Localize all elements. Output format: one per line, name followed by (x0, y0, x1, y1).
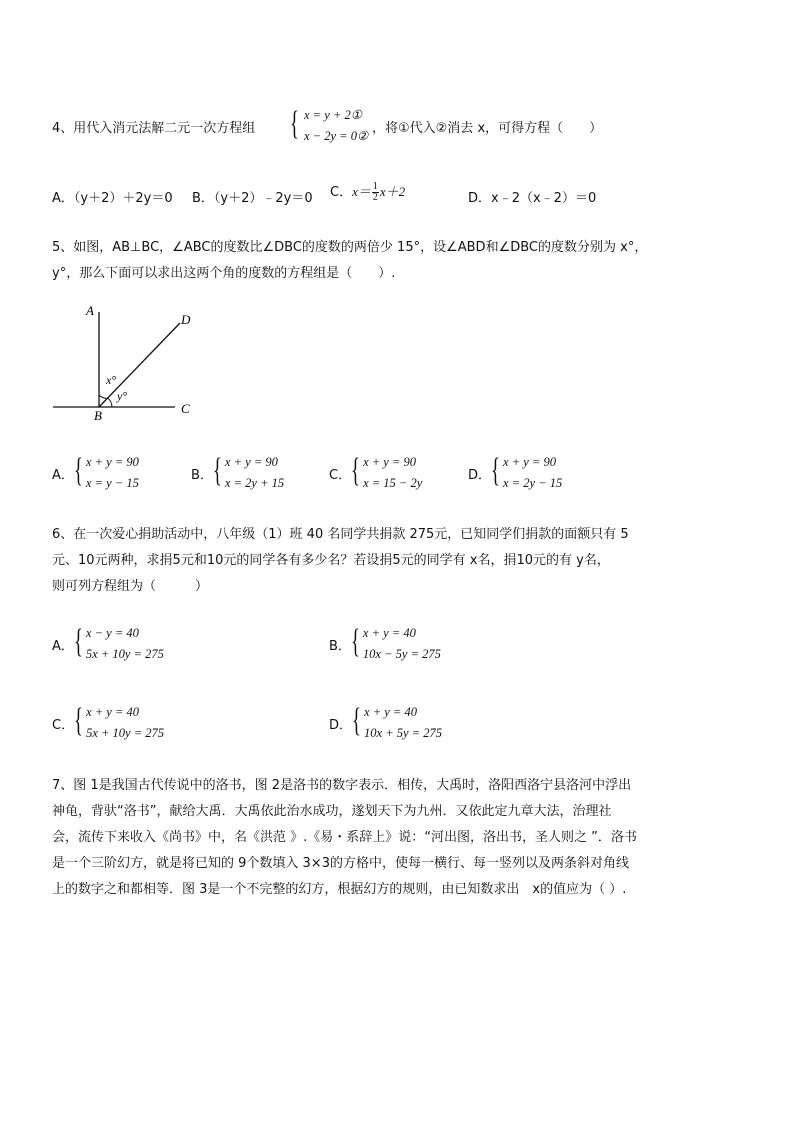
q6-option-b (329, 624, 441, 664)
option-label: D． (329, 717, 353, 733)
option-eq2: x = 2y − 15 (503, 476, 563, 490)
q7-line-4: 是一个三阶幻方，就是将已知的 9个数填入 3×3的方格中，使每一横行、每一竖列以及两条斜对角线 (52, 856, 629, 871)
q6-line-1: 6、在一次爱心捐助活动中，八年级（1）班 40 名同学共捐款 275元，已知同学们捐款的面额只有 5 (52, 527, 629, 542)
q7-line-1: 7、图 1是我国古代传说中的洛书，图 2是洛书的数字表示．相传，大禹时，洛阳西洛宁县洛河中浮出 (52, 778, 632, 793)
fraction-denominator: 2 (372, 192, 378, 203)
q4-suffix: ，将①代入②消去 x，可得方程（ ） (372, 121, 603, 136)
option-eq1: x + y = 90 (224, 455, 278, 469)
option-eq1: x + y = 40 (362, 626, 416, 640)
q4-option-c-x: x＝ (352, 184, 371, 199)
option-eq2: x = 15 − 2y (363, 476, 423, 490)
q5-line-2: y°，那么下面可以求出这两个角的度数的方程组是（ ）. (52, 266, 396, 281)
brace-icon: { (491, 452, 500, 489)
fraction-numerator: 1 (372, 181, 378, 192)
option-eq2: 5x + 10y = 275 (85, 647, 164, 661)
q6-option-d (329, 703, 442, 743)
angle-arc-y (108, 398, 112, 407)
option-eq1: x + y = 90 (85, 455, 139, 469)
label-d: D (181, 312, 191, 327)
brace-icon: { (73, 452, 83, 489)
option-eq1: x + y = 90 (503, 455, 556, 469)
q4-option-c (330, 181, 405, 203)
q4-option-c-fraction (372, 182, 379, 203)
option-eq1: x + y = 40 (364, 705, 417, 719)
q4-equation-system (290, 106, 368, 146)
q4-option-c-rest: x＋2 (379, 184, 406, 199)
brace-icon: { (351, 452, 361, 489)
q4-option-a: A．（y＋2）＋2y＝0 (52, 191, 173, 206)
label-a: A (86, 303, 94, 318)
q4-eq1: x = y + 2① (304, 108, 362, 122)
option-eq2: 5x + 10y = 275 (86, 726, 165, 740)
option-label: A． (52, 467, 74, 483)
q5-option-d (468, 453, 562, 493)
label-b: B (94, 408, 102, 423)
q6-option-a (52, 624, 164, 664)
q4-option-b: B．（y＋2）﹣2y＝0 (192, 191, 313, 206)
q5-option-a (52, 453, 139, 493)
brace-icon: { (352, 702, 361, 739)
option-label: C． (329, 467, 352, 483)
q4-eq2: x − 2y = 0② (304, 129, 369, 143)
option-label: B． (329, 638, 351, 654)
option-eq2: x = y − 15 (85, 476, 139, 490)
q7-line-3: 会，流传下来收入《尚书》中，名《洪范 》.《易・系辞上》说：“河出图，洛出书，圣人则之 ”．洛书 (52, 830, 637, 845)
q5-line-1: 5、如图，AB⊥BC，∠ABC的度数比∠DBC的度数的两倍少 15°，设∠ABD和∠DBC的度数分别为 x°， (52, 240, 648, 255)
q6-line-3: 则可列方程组为（ ） (52, 579, 209, 594)
angle-arc-x (99, 395, 108, 399)
label-c: C (181, 401, 190, 416)
brace-icon: { (212, 452, 222, 489)
q6-line-2: 元、10元两种，求捐5元和10元的同学各有多少名？若设捐5元的同学有 x名，捐10元的有 y名， (52, 553, 610, 568)
option-label: C． (52, 717, 75, 733)
brace-icon: { (290, 105, 299, 142)
q6-option-c (52, 703, 164, 743)
brace-icon: { (73, 623, 83, 660)
label-x-degree: x° (106, 373, 117, 387)
q5-angle-figure (48, 298, 208, 424)
q4-option-c-label: C． (330, 185, 353, 200)
option-label: B． (191, 467, 213, 483)
q7-line-5: 上的数字之和都相等．图 3是一个不完整的幻方，根据幻方的规则，由已知数求出 x的值应为（ ）. (52, 882, 627, 897)
option-eq1: x + y = 40 (86, 705, 140, 719)
option-eq2: x = 2y + 15 (224, 476, 285, 490)
label-y-degree: y° (117, 389, 128, 403)
brace-icon: { (74, 702, 84, 739)
option-eq1: x − y = 40 (85, 626, 139, 640)
q7-line-2: 神龟，背驮“洛书”，献给大禹．大禹依此治水成功，遂划天下为九州．又依此定九章大法，治理社 (52, 804, 612, 819)
line-bd (99, 323, 180, 407)
brace-icon: { (350, 623, 360, 660)
q4-prefix: 4、用代入消元法解二元一次方程组 (52, 121, 256, 136)
option-label: A． (52, 638, 74, 654)
option-eq2: 10x + 5y = 275 (364, 726, 442, 740)
option-eq1: x + y = 90 (363, 455, 417, 469)
q4-option-d: D．x﹣2（x﹣2）＝0 (468, 191, 597, 206)
option-eq2: 10x − 5y = 275 (362, 647, 441, 661)
q5-option-c (329, 453, 422, 493)
q5-option-b (191, 453, 284, 493)
option-label: D． (468, 467, 492, 483)
